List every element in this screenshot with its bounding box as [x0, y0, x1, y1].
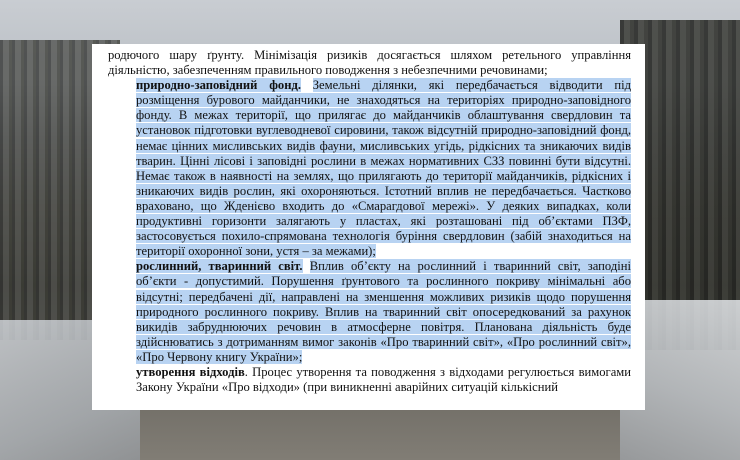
intro-text: родючого шару ґрунту. Мінімізація ризиків досягається шляхом ретельного управління діяльністю, забезпеченням правильного поводження з небезпечними речовинами; [108, 48, 631, 78]
intro-paragraph [108, 48, 631, 78]
section-flora-fauna [108, 259, 631, 365]
section-flora-fauna-text: Вплив об’єкту на рослинний і тваринний світ, заподіні об’єкти - допустимий. Порушення ґрунтового та рослинного покриву мінімальні або відсутні; передбачені дії, направлені на зменшення можливих ризиків щодо порушення природного рослинного покриву. Вплив на тваринний світ опосередкований за рахунок викидів забруднюючих речовин в атмосферне повітря. Планована діяльність буде здійснюватись з дотриманням вимог законів «Про тваринний світ», «Про рослинний світ», «Про Червону книгу України»; [136, 259, 631, 364]
section-nature-reserve-term: природно-заповідний фонд. [136, 78, 301, 93]
section-waste [108, 365, 631, 395]
document-page [92, 44, 645, 410]
section-nature-reserve-text: Земельні ділянки, які передбачається відводити під розміщення бурового майданчики, не знаходяться на територіях природно-заповідного фонду. В межах території, що прилягає до майданчиків облаштування свердловин та установок підготовки вуглеводневої сировини, також відсутній природно-заповідний фонд, немає цінних мисливських видів фауни, мисливських угідь, рідкісних та зникаючих видів тварин. Цінні лісові і заповідні рослини в межах нормативних СЗЗ повинні бути відсутні. Немає також в наявності на землях, що прилягають до території майданчиків, рідкісних і зникаючих видів рослин, які охороняються. Істотний вплив не передбачається. Частково враховано, що Жденієво входить до «Смарагдової мережі». У деяких випадках, коли продуктивні горизонти залягають у пластах, які розташовані під об’єктами ПЗФ, застосовується похило-спрямована технологія буріння свердловин (забій знаходиться на території охоронної зони, устя – за межами); [136, 78, 631, 259]
section-waste-text: . Процес утворення та поводження з відходами регулюється вимогами Закону України «Про відходи» (при виникненні аварійних ситуацій кількісний [136, 364, 632, 395]
section-flora-fauna-term: рослинний, тваринний світ. [136, 259, 303, 274]
section-nature-reserve [108, 78, 631, 259]
section-waste-term: утворення відходів [136, 364, 245, 379]
